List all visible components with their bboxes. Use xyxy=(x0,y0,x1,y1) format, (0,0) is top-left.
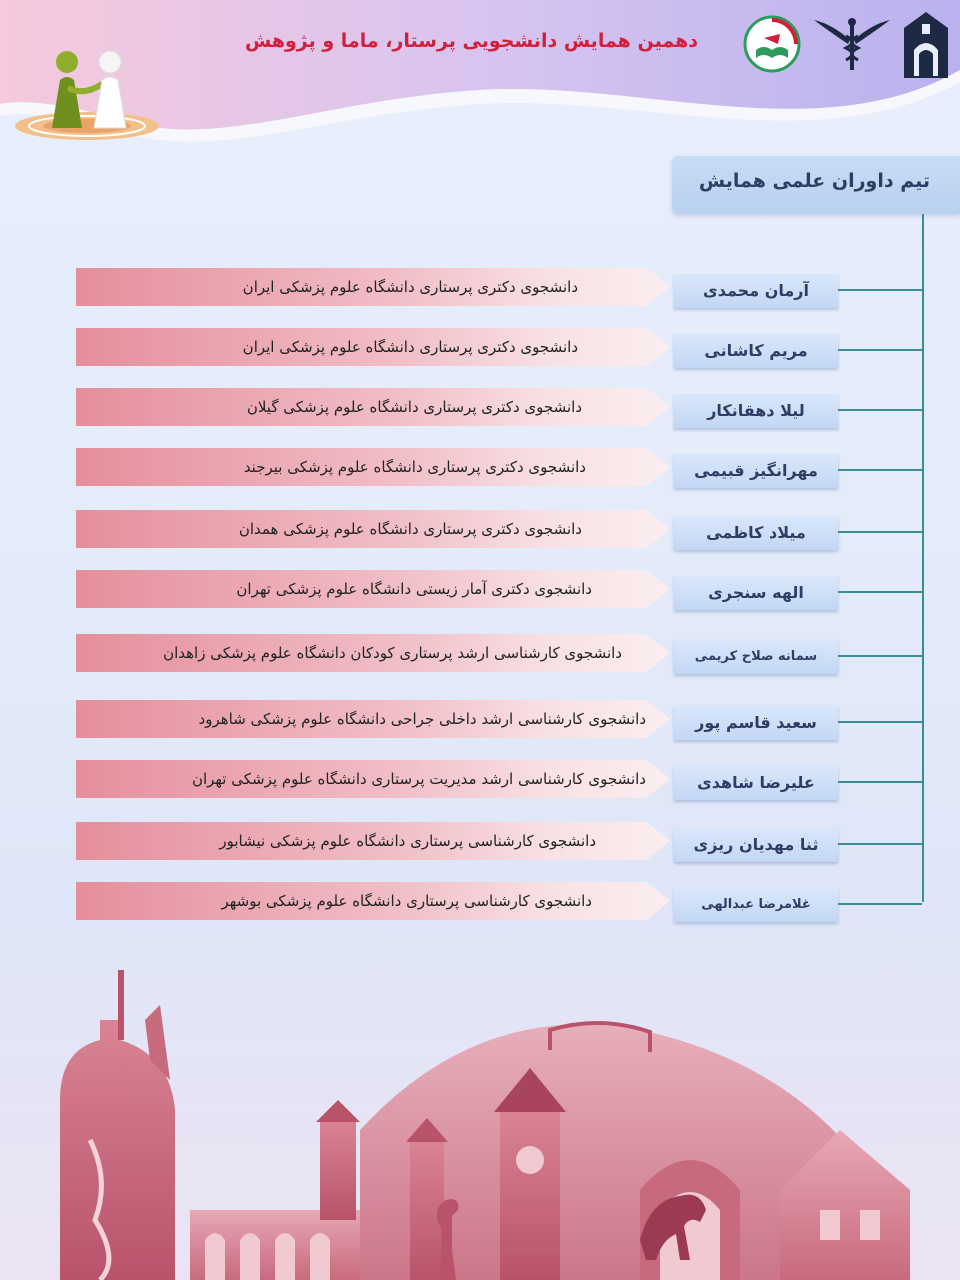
branch-connector xyxy=(838,903,922,905)
reviewer-description: دانشجوی کارشناسی ارشد داخلی جراحی دانشگاه علوم پزشکی شاهرود xyxy=(198,710,646,728)
reviewer-row xyxy=(0,634,960,690)
reviewer-row xyxy=(0,570,960,626)
reviewer-description: دانشجوی کارشناسی ارشد مدیریت پرستاری دانشگاه علوم پزشکی تهران xyxy=(191,770,646,788)
reviewer-description: دانشجوی دکتری پرستاری دانشگاه علوم پزشکی ایران xyxy=(242,338,578,356)
reviewer-row xyxy=(0,328,960,384)
branch-connector xyxy=(838,591,922,593)
reviewer-description: دانشجوی کارشناسی ارشد پرستاری کودکان دانشگاه علوم پزشکی زاهدان xyxy=(163,644,622,662)
branch-connector xyxy=(838,349,922,351)
branch-connector xyxy=(838,781,922,783)
university-logo-icon xyxy=(900,10,952,80)
reviewer-name: سمانه صلاح کریمی xyxy=(674,640,838,674)
reviewer-description: دانشجوی دکتری آمار زیستی دانشگاه علوم پزشکی تهران xyxy=(236,580,592,598)
reviewer-name: غلامرضا عبدالهی xyxy=(674,888,838,922)
section-title: تیم داوران علمی همایش xyxy=(672,156,960,214)
reviewer-description: دانشجوی کارشناسی پرستاری دانشگاه علوم پزشکی نیشابور xyxy=(219,832,596,850)
reviewer-name: الهه سنجری xyxy=(674,576,838,610)
reviewer-description: دانشجوی دکتری پرستاری دانشگاه علوم پزشکی بیرجند xyxy=(243,458,586,476)
branch-connector xyxy=(838,721,922,723)
reviewer-name: مریم کاشانی xyxy=(674,334,838,368)
reviewer-row xyxy=(0,268,960,324)
branch-connector xyxy=(838,843,922,845)
reviewer-row xyxy=(0,700,960,756)
reviewer-description: دانشجوی کارشناسی پرستاری دانشگاه علوم پزشکی بوشهر xyxy=(221,892,592,910)
reviewer-row xyxy=(0,760,960,816)
reviewer-row xyxy=(0,882,960,938)
reviewer-row xyxy=(0,510,960,566)
reviewer-name: میلاد کاظمی xyxy=(674,516,838,550)
reviewer-row xyxy=(0,822,960,878)
branch-connector xyxy=(838,289,922,291)
branch-connector xyxy=(838,655,922,657)
branch-connector xyxy=(838,531,922,533)
conference-figures-logo-icon xyxy=(12,44,162,144)
reviewer-row xyxy=(0,388,960,444)
conference-title: دهمین همایش دانشجویی پرستار، ماما و پژوهش xyxy=(244,30,698,52)
reviewer-name: لیلا دهقانکار xyxy=(674,394,838,428)
reviewer-description: دانشجوی دکتری پرستاری دانشگاه علوم پزشکی گیلان xyxy=(246,398,582,416)
city-skyline-illustration xyxy=(0,960,960,1280)
reviewer-name: ثنا مهدیان ریزی xyxy=(674,828,838,862)
reviewer-row xyxy=(0,448,960,504)
branch-connector xyxy=(838,469,922,471)
caduceus-logo-icon xyxy=(812,10,892,74)
reviewer-description: دانشجوی دکتری پرستاری دانشگاه علوم پزشکی همدان xyxy=(238,520,582,538)
reviewer-description: دانشجوی دکتری پرستاری دانشگاه علوم پزشکی ایران xyxy=(242,278,578,296)
branch-connector xyxy=(838,409,922,411)
reviewer-name: مهرانگیز قبیمی xyxy=(674,454,838,488)
reviewer-name: علیرضا شاهدی xyxy=(674,766,838,800)
reviewer-name: سعید قاسم پور xyxy=(674,706,838,740)
reviewer-name: آرمان محمدی xyxy=(674,274,838,308)
research-committee-logo-icon xyxy=(742,14,802,74)
